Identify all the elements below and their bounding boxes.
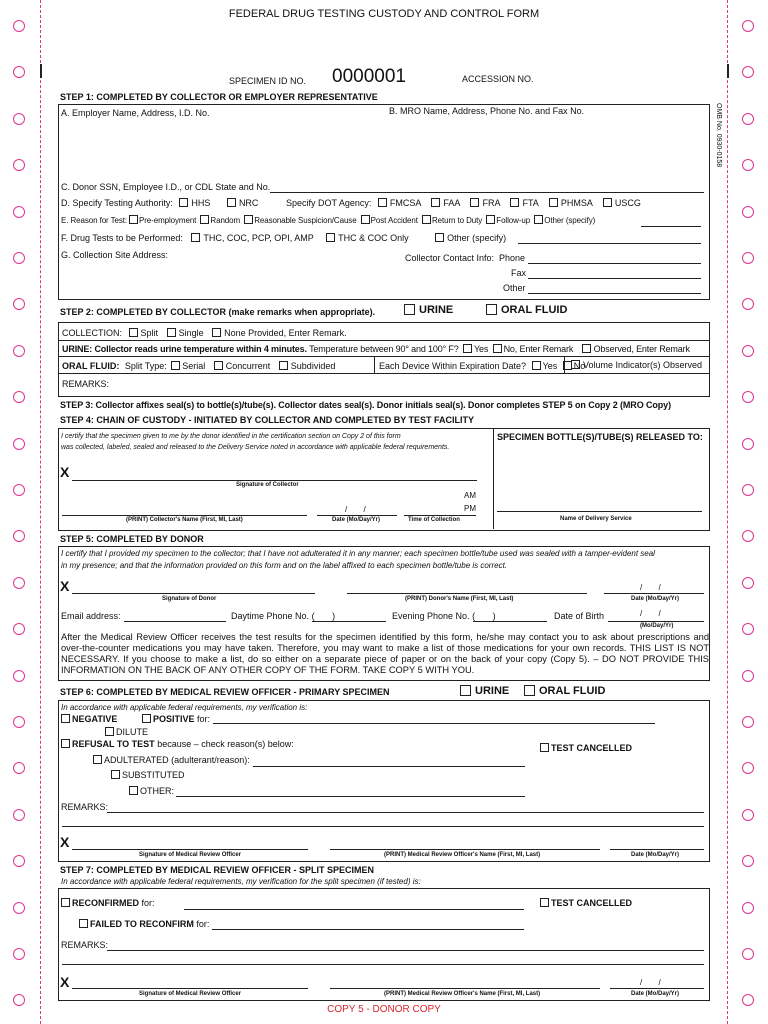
employer-label: A. Employer Name, Address, I.D. No. [61, 108, 210, 118]
step6-signature-caption: Signature of Medical Review Officer [139, 852, 242, 858]
email-label: Email address: [61, 611, 121, 621]
step7-remarks-field[interactable] [107, 950, 704, 951]
step6-mro-name-field[interactable] [330, 849, 600, 850]
tractor-hole [13, 809, 25, 821]
omb-number: OMB No. 0930-0158 [715, 103, 722, 168]
step7-cancelled-checkbox[interactable] [540, 898, 549, 907]
tractor-hole [742, 902, 754, 914]
step7-date-caption: Date (Mo/Day/Yr) [631, 991, 680, 997]
temp-no-checkbox[interactable] [493, 344, 502, 353]
fmcsa-checkbox[interactable] [378, 198, 387, 207]
daytime-phone-label: Daytime Phone No. ( ) [231, 611, 336, 621]
tractor-hole [742, 762, 754, 774]
step2-oral-option: ORAL FLUID [486, 304, 567, 316]
donor-name-caption: (PRINT) Donor's Name (First, MI, Last) [405, 596, 514, 602]
step7-mro-name-field[interactable] [330, 988, 600, 989]
negative-option: NEGATIVE [61, 714, 117, 724]
other-contact-field[interactable] [528, 293, 701, 294]
left-perforation [40, 0, 41, 1024]
tractor-hole [742, 530, 754, 542]
failed-field[interactable] [212, 929, 524, 930]
step2-title: STEP 2: COMPLETED BY COLLECTOR (make remarks when appropriate). [60, 307, 376, 317]
tractor-hole [13, 206, 25, 218]
step7-date-field[interactable] [610, 988, 704, 989]
tractor-hole [13, 530, 25, 542]
other-contact-label: Other [503, 283, 526, 293]
evening-phone-field[interactable] [473, 621, 547, 622]
refusal-option: REFUSAL TO TEST because – check reason(s) below: [61, 739, 294, 749]
refusal-checkbox[interactable] [61, 739, 70, 748]
other-option: OTHER: [129, 786, 174, 796]
step6-remarks-field[interactable] [107, 812, 704, 813]
dob-label: Date of Birth [554, 611, 605, 621]
collection-date-field[interactable] [317, 515, 397, 516]
step7-title: STEP 7: COMPLETED BY MEDICAL REVIEW OFFICER - SPLIT SPECIMEN [60, 865, 375, 875]
divider [374, 356, 375, 373]
divider [58, 340, 709, 341]
step6-oral-option: ORAL FLUID [524, 685, 605, 697]
positive-drug-field[interactable] [213, 723, 655, 724]
step7-mro-signature-field[interactable] [72, 988, 308, 989]
margin-mark [727, 64, 729, 78]
tractor-hole [742, 855, 754, 867]
collection-date-slashes: / / [345, 505, 366, 514]
dob-format-caption: (Mo/Day/Yr) [640, 623, 674, 629]
tractor-hole [742, 252, 754, 264]
tractor-hole [742, 716, 754, 728]
margin-mark [40, 64, 42, 78]
step5-title: STEP 5: COMPLETED BY DONOR [60, 534, 204, 544]
collector-certification-2: was collected, labeled, sealed and released to the Delivery Service noted in accordance with applicable federal requirements. [61, 444, 450, 451]
none-provided-checkbox[interactable] [212, 328, 221, 337]
tractor-hole [13, 577, 25, 589]
fra-checkbox[interactable] [470, 198, 479, 207]
step3-instructions: STEP 3: Collector affixes seal(s) to bottle(s)/tube(s). Collector dates seal(s). Donor initials seal(s). Donor completes STEP 5 on Copy 2 (MRO Copy) [60, 400, 671, 410]
dilute-option: DILUTE [105, 727, 148, 737]
tractor-hole [742, 159, 754, 171]
step6-date-caption: Date (Mo/Day/Yr) [631, 852, 680, 858]
delivery-service-field[interactable] [497, 511, 702, 512]
random-checkbox[interactable] [200, 215, 209, 224]
testing-authority-label: D. Specify Testing Authority: [61, 198, 173, 208]
collector-signature-caption: Signature of Collector [236, 482, 299, 488]
divider [58, 373, 709, 374]
step7-name-caption: (PRINT) Medical Review Officer's Name (First, MI, Last) [384, 991, 541, 997]
dilute-checkbox[interactable] [105, 727, 114, 736]
hhs-checkbox[interactable] [179, 198, 188, 207]
volume-checkbox[interactable] [571, 360, 580, 369]
substituted-option: SUBSTITUTED [111, 770, 185, 780]
tractor-hole [742, 577, 754, 589]
fax-label: Fax [511, 268, 527, 278]
form-title: FEDERAL DRUG TESTING CUSTODY AND CONTROL FORM [228, 8, 540, 20]
tractor-hole [742, 206, 754, 218]
collector-sign-x: X [60, 464, 70, 480]
reason-row: E. Reason for Test: Pre-employment Random Reasonable Suspicion/Cause Post Accident Return to Duty Follow-up Other (specify) [61, 216, 596, 225]
step6-remarks-label: REMARKS: [61, 802, 109, 812]
tractor-hole [13, 159, 25, 171]
collection-date-caption: Date (Mo/Day/Yr) [332, 517, 381, 523]
adulterated-checkbox[interactable] [93, 755, 102, 764]
step6-intro: In accordance with applicable federal requirements, my verification is: [61, 703, 308, 712]
observed-checkbox[interactable] [582, 344, 591, 353]
thc-coc-pcp-checkbox[interactable] [191, 233, 200, 242]
step7-intro: In accordance with applicable federal requirements, my verification for the split specimen (if tested) is: [61, 877, 421, 886]
serial-checkbox[interactable] [171, 361, 180, 370]
collector-signature-field[interactable] [72, 480, 477, 481]
tractor-hole [13, 762, 25, 774]
positive-option: POSITIVE for: [142, 714, 210, 724]
phmsa-checkbox[interactable] [549, 198, 558, 207]
dob-slashes: / / [640, 609, 661, 618]
accession-label: ACCESSION NO. [462, 74, 534, 84]
fax-field[interactable] [528, 278, 701, 279]
step2-remarks-label: REMARKS: [62, 379, 110, 389]
tractor-hole [742, 298, 754, 310]
step6-remarks-field-2[interactable] [62, 826, 704, 827]
tractor-hole [742, 623, 754, 635]
step7-remarks-label: REMARKS: [61, 940, 109, 950]
donor-date-field[interactable] [604, 593, 704, 594]
pm-label: PM [464, 504, 476, 513]
step6-date-field[interactable] [610, 849, 704, 850]
split-mro-sign-x: X [60, 974, 70, 990]
collector-contact-label: Collector Contact Info: [405, 253, 495, 263]
step6-urine-checkbox[interactable] [460, 685, 471, 696]
delivery-service-caption: Name of Delivery Service [560, 516, 632, 522]
step6-title: STEP 6: COMPLETED BY MEDICAL REVIEW OFFICER - PRIMARY SPECIMEN [60, 687, 390, 697]
volume-row: Volume Indicator(s) Observed [569, 360, 702, 370]
tractor-hole [742, 20, 754, 32]
donor-signature-field[interactable] [72, 593, 315, 594]
collection-row: COLLECTION: Split Single None Provided, Enter Remark. [62, 328, 347, 338]
donor-date-caption: Date (Mo/Day/Yr) [631, 596, 680, 602]
other-reason-checkbox[interactable] [534, 215, 543, 224]
step6-name-caption: (PRINT) Medical Review Officer's Name (First, MI, Last) [384, 852, 541, 858]
right-perforation [727, 0, 728, 1024]
step7-signature-caption: Signature of Medical Review Officer [139, 991, 242, 997]
collection-site-label: G. Collection Site Address: [61, 250, 169, 260]
specimen-id-label: SPECIMEN ID NO. [229, 76, 307, 86]
other-tests-field[interactable] [518, 243, 701, 244]
step6-urine-option: URINE [460, 685, 509, 697]
donor-certification-1: I certify that I provided my specimen to the collector; that I have not adulterated it in any manner; each specimen bottle/tube used was sealed with a tamper-evident seal [61, 549, 655, 558]
donor-sign-x: X [60, 578, 70, 594]
daytime-phone-field[interactable] [312, 621, 386, 622]
tractor-hole [13, 298, 25, 310]
tractor-hole [13, 66, 25, 78]
collector-name-caption: (PRINT) Collector's Name (First, MI, Last) [126, 517, 243, 523]
pre-employment-checkbox[interactable] [129, 215, 138, 224]
step6-cancelled-option: TEST CANCELLED [540, 743, 632, 753]
other-checkbox[interactable] [129, 786, 138, 795]
divider [58, 356, 709, 357]
tractor-hole [742, 113, 754, 125]
step1-title: STEP 1: COMPLETED BY COLLECTOR OR EMPLOYER REPRESENTATIVE [60, 92, 378, 102]
phone-field[interactable] [528, 263, 701, 264]
tractor-hole [13, 716, 25, 728]
donor-signature-caption: Signature of Donor [162, 596, 217, 602]
phone-label: Phone [499, 253, 526, 263]
failed-option: FAILED TO RECONFIRM for: [79, 919, 209, 929]
donor-id-field[interactable] [270, 192, 704, 193]
adulterated-option: ADULTERATED (adulterant/reason): [93, 755, 250, 765]
step6-box [58, 700, 710, 862]
dob-field[interactable] [608, 621, 704, 622]
mro-notice: After the Medical Review Officer receives the test results for the specimen identified by this form, he/she may contact you to ask about prescriptions and over-the-counter medications you may have taken. Therefore, you may want to make a list of those medications for your own records. THIS LIST IS NOT NECESSARY. If you choose to make a list, do so either on a separate piece of paper or on the back of your copy (Copy 5). – DO NOT PROVIDE THIS INFORMATION ON THE BACK OF ANY OTHER COPY OF THE FORM. TAKE COPY 5 WITH YOU. [61, 632, 709, 675]
tractor-hole [13, 484, 25, 496]
tractor-hole [13, 20, 25, 32]
tractor-hole [742, 809, 754, 821]
tractor-hole [742, 66, 754, 78]
tractor-hole [13, 438, 25, 450]
step6-mro-signature-field[interactable] [72, 849, 308, 850]
positive-checkbox[interactable] [142, 714, 151, 723]
released-to-label: SPECIMEN BOTTLE(S)/TUBE(S) RELEASED TO: [497, 432, 703, 442]
tractor-hole [742, 484, 754, 496]
mro-label: B. MRO Name, Address, Phone No. and Fax No. [389, 106, 585, 116]
tractor-hole [13, 252, 25, 264]
concurrent-checkbox[interactable] [214, 361, 223, 370]
am-label: AM [464, 491, 476, 500]
failed-checkbox[interactable] [79, 919, 88, 928]
step6-cancelled-checkbox[interactable] [540, 743, 549, 752]
evening-phone-label: Evening Phone No. ( ) [392, 611, 496, 621]
collector-name-field[interactable] [62, 515, 307, 516]
step4-title: STEP 4: CHAIN OF CUSTODY - INITIATED BY COLLECTOR AND COMPLETED BY TEST FACILITY [60, 415, 475, 425]
email-field[interactable] [124, 621, 226, 622]
step7-date-slashes: / / [640, 978, 661, 987]
tractor-hole [742, 345, 754, 357]
thc-coc-only-checkbox[interactable] [326, 233, 335, 242]
adulterant-field[interactable] [253, 766, 525, 767]
tractor-hole [13, 902, 25, 914]
expiration-row: Each Device Within Expiration Date? Yes No [379, 361, 586, 371]
reconfirmed-checkbox[interactable] [61, 898, 70, 907]
other-reason-field[interactable] [641, 226, 701, 227]
uscg-checkbox[interactable] [603, 198, 612, 207]
reasonable-suspicion-checkbox[interactable] [244, 215, 253, 224]
dot-agency-row: Specify DOT Agency: FMCSA FAA FRA FTA PHMSA USCG [286, 198, 641, 208]
donor-certification-2: in my presence; and that the information provided on this form and on the label affixed to each specimen bottle/tube is correct. [61, 561, 508, 570]
tractor-hole [13, 855, 25, 867]
negative-checkbox[interactable] [61, 714, 70, 723]
tractor-hole [13, 113, 25, 125]
follow-up-checkbox[interactable] [486, 215, 495, 224]
tractor-hole [13, 948, 25, 960]
collection-time-field[interactable] [404, 515, 476, 516]
copy-label: COPY 5 - DONOR COPY [327, 1004, 441, 1015]
step7-remarks-field-2[interactable] [62, 964, 704, 965]
fta-checkbox[interactable] [510, 198, 519, 207]
specimen-id-value: 0000001 [332, 66, 406, 87]
testing-authority-row: D. Specify Testing Authority: HHS NRC [61, 198, 259, 208]
step6-oral-checkbox[interactable] [524, 685, 535, 696]
tractor-hole [742, 948, 754, 960]
reconfirmed-option: RECONFIRMED for: [61, 898, 155, 908]
nrc-checkbox[interactable] [227, 198, 236, 207]
tractor-hole [742, 391, 754, 403]
step7-cancelled-option: TEST CANCELLED [540, 898, 632, 908]
tractor-hole [13, 345, 25, 357]
step2-urine-option: URINE [404, 304, 453, 316]
mro-sign-x: X [60, 834, 70, 850]
tractor-hole [13, 391, 25, 403]
drug-tests-row: F. Drug Tests to be Performed: THC, COC, PCP, OPI, AMP THC & COC Only Other (specify) [61, 233, 507, 243]
collection-time-caption: Time of Collection [408, 517, 460, 523]
reconfirmed-field[interactable] [184, 909, 524, 910]
oral-fluid-row: ORAL FLUID: Split Type: Serial Concurrent Subdivided [62, 361, 336, 371]
split-checkbox[interactable] [129, 328, 138, 337]
single-checkbox[interactable] [167, 328, 176, 337]
substituted-checkbox[interactable] [111, 770, 120, 779]
donor-date-slashes: / / [640, 583, 661, 592]
divider [493, 428, 494, 529]
temp-yes-checkbox[interactable] [463, 344, 472, 353]
donor-name-field[interactable] [347, 593, 587, 594]
tractor-hole [742, 670, 754, 682]
faa-checkbox[interactable] [431, 198, 440, 207]
collector-certification-1: I certify that the specimen given to me by the donor identified in the certification section on Copy 2 of this form [61, 433, 401, 440]
urine-temp-row: URINE: Collector reads urine temperature within 4 minutes. Temperature between 90° and 100° F? Yes No, Enter Remark Observed, Enter Remark [62, 344, 690, 354]
donor-id-label: C. Donor SSN, Employee I.D., or CDL State and No. [61, 182, 271, 192]
other-tests-checkbox[interactable] [435, 233, 444, 242]
other-reason-text-field[interactable] [176, 796, 525, 797]
oral-fluid-checkbox[interactable] [486, 304, 497, 315]
tractor-hole [13, 670, 25, 682]
expiration-yes-checkbox[interactable] [532, 361, 541, 370]
urine-checkbox[interactable] [404, 304, 415, 315]
tractor-hole [742, 438, 754, 450]
subdivided-checkbox[interactable] [279, 361, 288, 370]
return-to-duty-checkbox[interactable] [422, 215, 431, 224]
tractor-hole [13, 623, 25, 635]
post-accident-checkbox[interactable] [361, 215, 370, 224]
